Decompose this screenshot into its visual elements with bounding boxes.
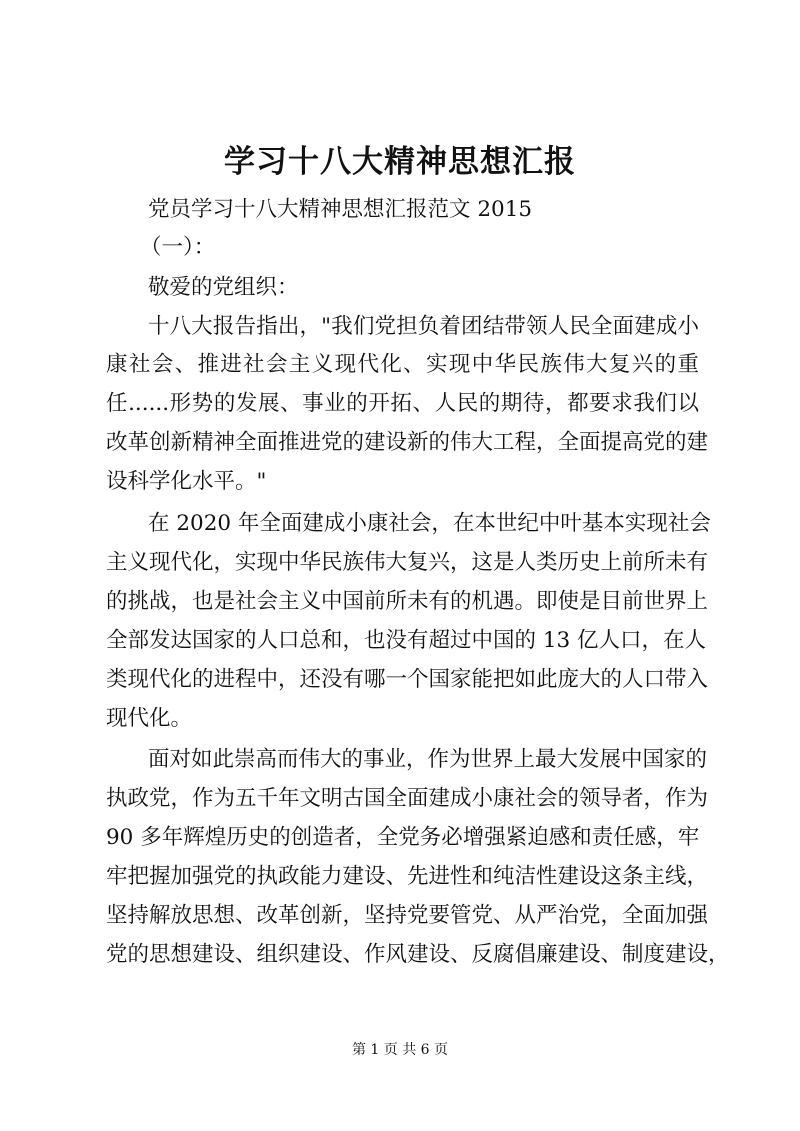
body-line: 设科学化水平。" [106, 469, 267, 494]
body-line: 任......形势的发展、事业的开拓、人民的期待，都要求我们以 [106, 391, 699, 416]
page-footer: 第 1 页 共 6 页 [351, 1042, 449, 1058]
body-line: 康社会、推进社会主义现代化、实现中华民族伟大复兴的重 [106, 352, 699, 377]
body-line: 面对如此崇高而伟大的事业，作为世界上最大发展中国家的 [148, 747, 708, 772]
body-line: 在 2020 年全面建成小康社会，在本世纪中叶基本实现社会 [148, 511, 711, 536]
body-line: 党的思想建设、组织建设、作风建设、反腐倡廉建设、制度建设， [106, 942, 730, 967]
body-line: 主义现代化，实现中华民族伟大复兴，这是人类历史上前所未有 [106, 550, 709, 575]
document-title: 学习十八大精神思想汇报 [224, 144, 576, 180]
body-line: 十八大报告指出，"我们党担负着团结带领人民全面建成小 [148, 314, 699, 339]
body-line: 坚持解放思想、改革创新，坚持党要管党、从严治党，全面加强 [106, 903, 709, 928]
body-line: 执政党，作为五千年文明古国全面建成小康社会的领导者，作为 [106, 786, 709, 811]
body-line: 牢把握加强党的执政能力建设、先进性和纯洁性建设这条主线， [106, 864, 709, 889]
section-heading: （一）： [140, 235, 216, 260]
body-line: 全部发达国家的人口总和，也没有超过中国的 13 亿人口，在人 [106, 628, 707, 653]
body-line: 现代化。 [106, 706, 193, 731]
document-subtitle: 党员学习十八大精神思想汇报范文 2015 [148, 197, 533, 222]
body-line: 改革创新精神全面推进党的建设新的伟大工程，全面提高党的建 [106, 430, 709, 455]
body-line: 90 多年辉煌历史的创造者，全党务必增强紧迫感和责任感，牢 [106, 825, 700, 850]
body-line: 的挑战，也是社会主义中国前所未有的机遇。即使是目前世界上 [106, 589, 709, 614]
salutation: 敬爱的党组织： [148, 275, 299, 300]
body-line: 类现代化的进程中，还没有哪一个国家能把如此庞大的人口带入 [106, 667, 709, 692]
